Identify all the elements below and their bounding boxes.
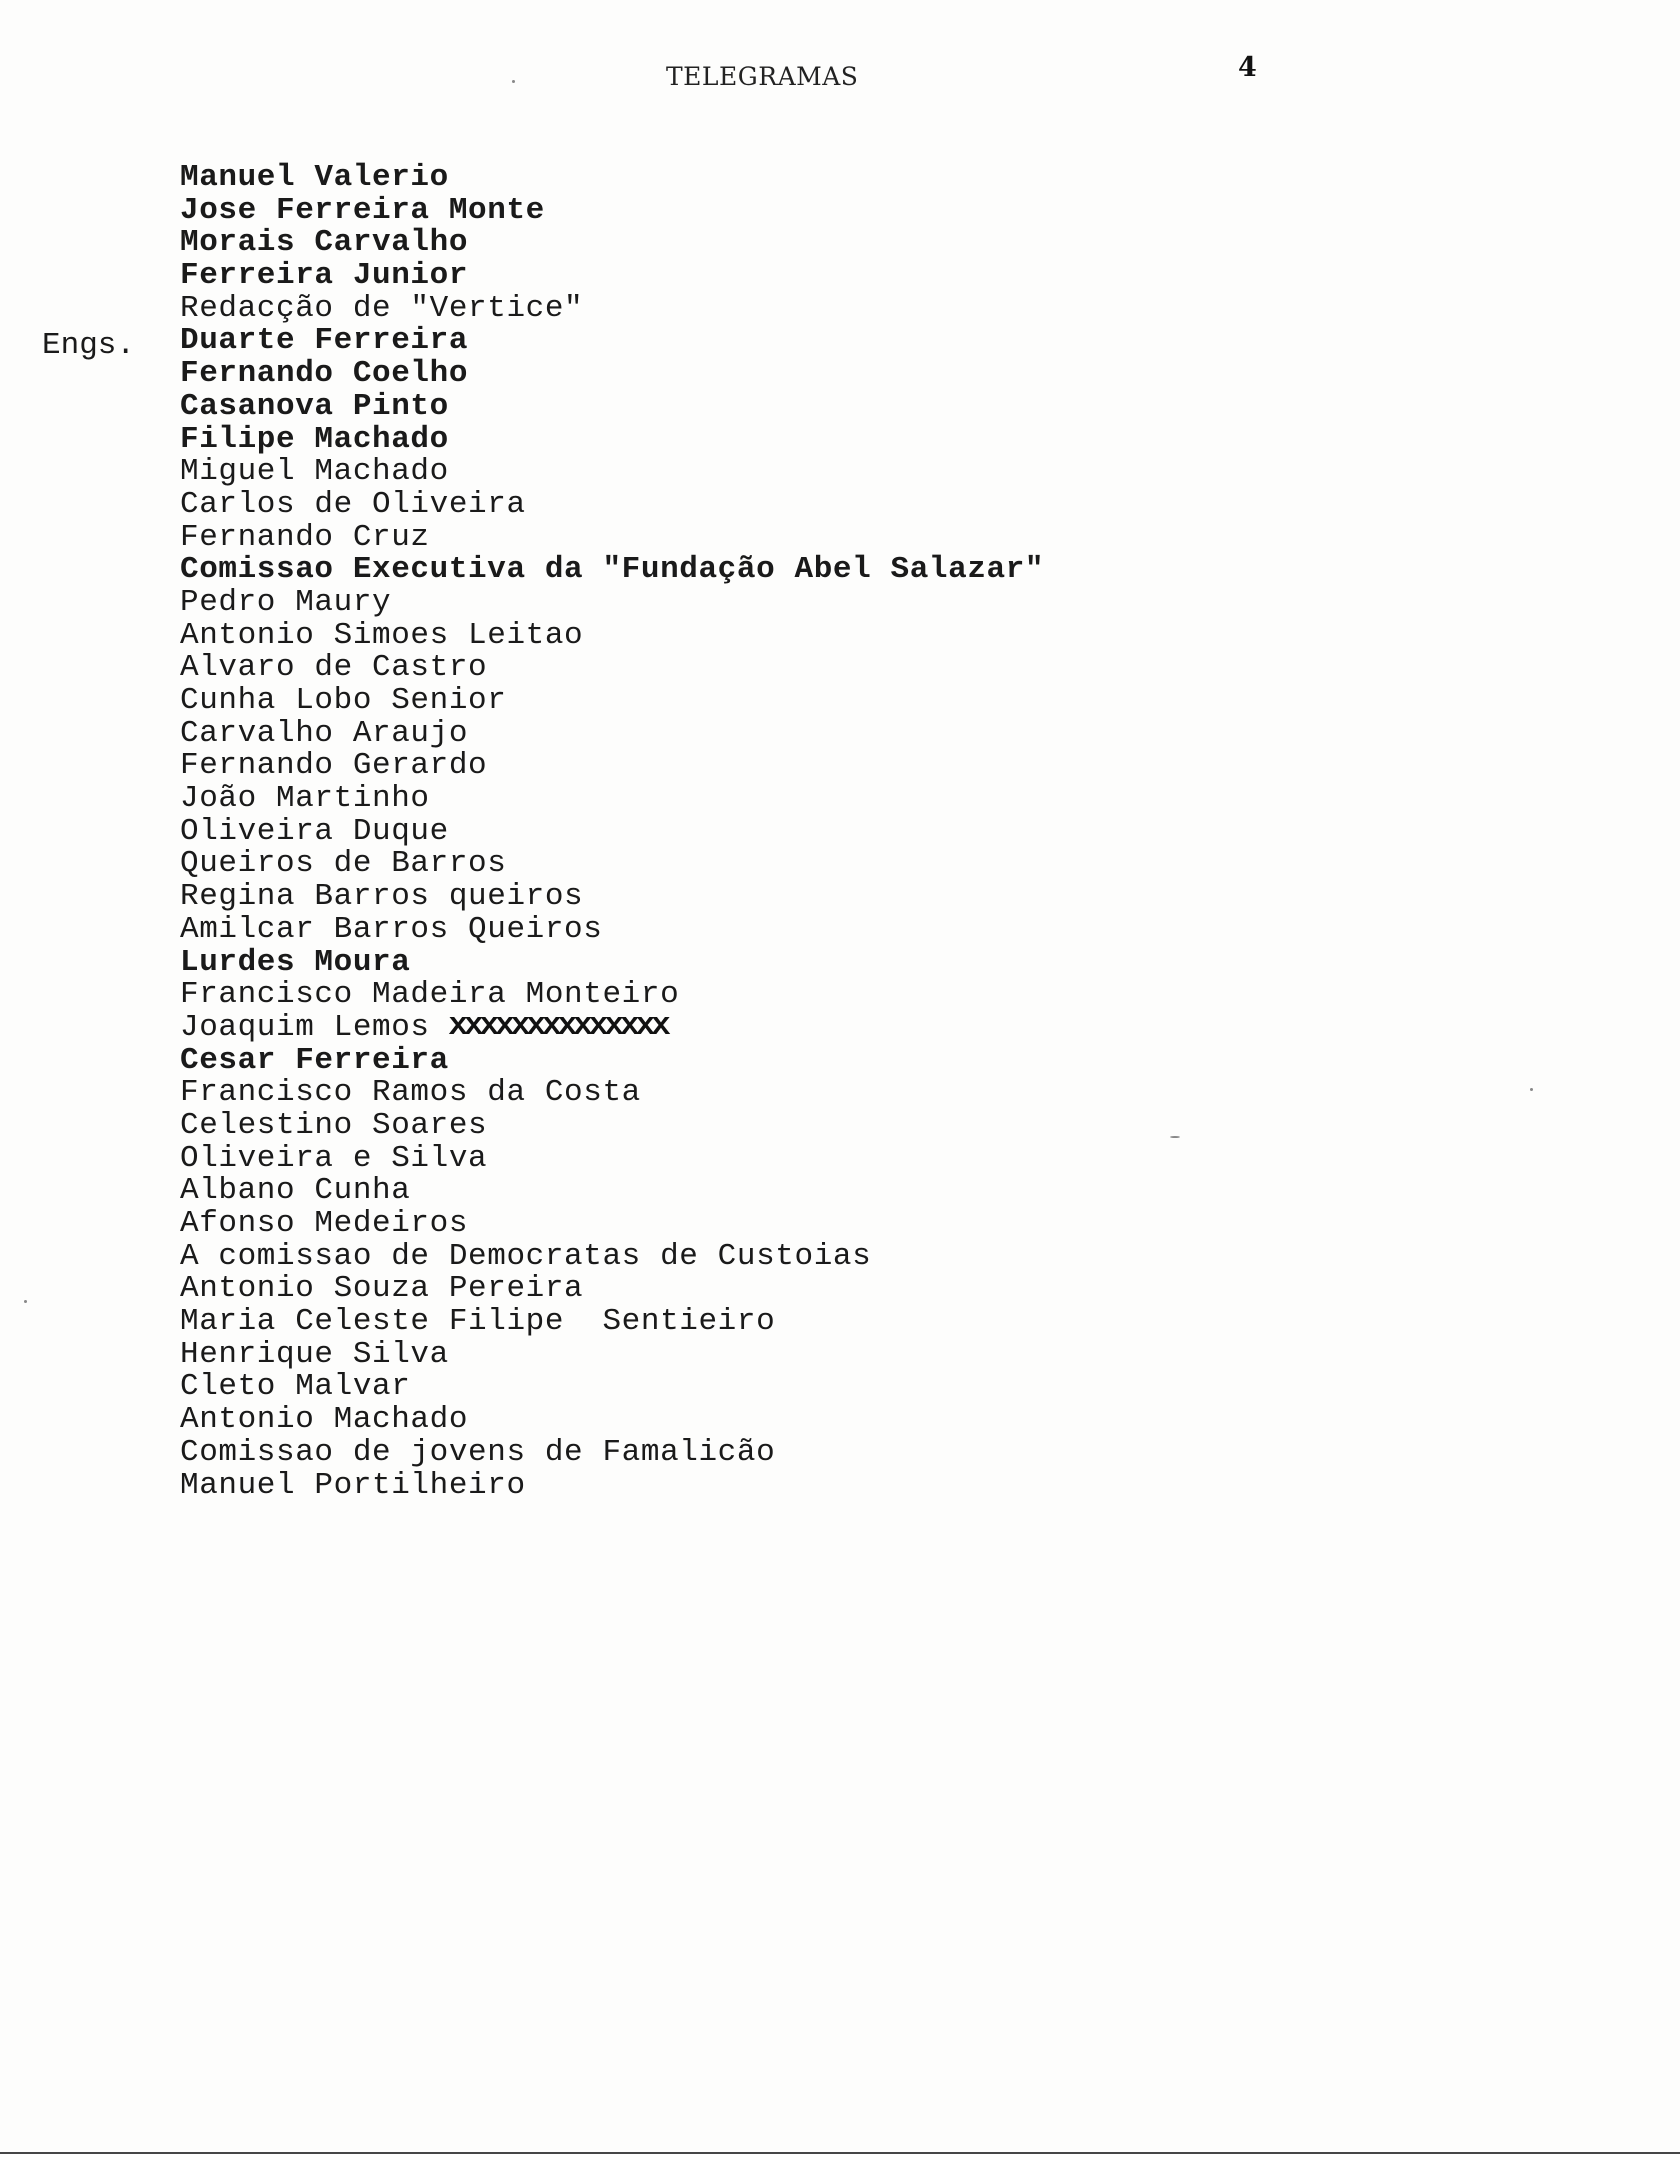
telegram-sender-list <box>180 162 1044 1502</box>
name-list-item <box>180 421 1044 457</box>
name-text: Filipe Machado <box>180 421 449 457</box>
name-list-item <box>180 554 1044 587</box>
name-list-item <box>180 358 1044 391</box>
side-label-engineers: Engs. <box>42 328 136 363</box>
name-text: Antonio Souza Pereira <box>180 1271 584 1307</box>
name-list-item <box>180 1208 1044 1241</box>
name-text: Antonio Machado <box>180 1402 469 1438</box>
name-text: Cleto Malvar <box>180 1369 411 1405</box>
paper-speck <box>512 80 515 83</box>
name-list-item <box>180 1238 1044 1274</box>
name-text: Amilcar Barros Queiros <box>180 911 603 947</box>
name-list-item <box>180 162 1044 195</box>
name-list-item <box>180 1336 1044 1372</box>
name-text: Carlos de Oliveira <box>180 486 526 522</box>
name-text: Fernando Coelho <box>180 356 469 392</box>
name-list-item <box>180 617 1044 653</box>
name-list-item <box>180 1404 1044 1437</box>
name-text: Comissao de jovens de Famalicão <box>180 1434 776 1470</box>
name-text: Manuel Valerio <box>180 160 449 195</box>
name-text: A comissao de Democratas de Custoias <box>180 1238 872 1274</box>
name-list-item <box>180 783 1044 816</box>
struck-out-text: XXXXXXXXXXXXXX <box>448 1012 668 1043</box>
name-list-item <box>180 325 1044 358</box>
name-text: João Martinho <box>180 781 430 817</box>
paper-speck <box>1170 1136 1180 1138</box>
name-list-item <box>180 813 1044 849</box>
name-text: Carvalho Araujo <box>180 715 469 751</box>
name-list-item <box>180 1107 1044 1143</box>
page-title: TELEGRAMAS <box>666 62 859 91</box>
name-text: Regina Barros queiros <box>180 879 584 915</box>
name-text: Afonso Medeiros <box>180 1206 469 1241</box>
name-text: Francisco Ramos da Costa <box>180 1075 641 1111</box>
name-list-item <box>180 715 1044 751</box>
name-text: Casanova Pinto <box>180 388 449 424</box>
name-text: Comissao Executiva da "Fundação Abel Salazar" <box>180 552 1045 588</box>
name-list-item <box>180 1467 1044 1503</box>
name-text: Joaquim Lemos <box>180 1009 430 1045</box>
name-text: Cesar Ferreira <box>180 1042 449 1078</box>
name-list-item <box>180 1306 1044 1339</box>
name-list-item <box>180 881 1044 914</box>
page-number: 4 <box>1238 52 1257 83</box>
name-text: Alvaro de Castro <box>180 650 488 686</box>
name-text: Antonio Simoes Leitao <box>180 617 584 653</box>
page-bottom-edge <box>0 2152 1680 2154</box>
name-text: Cunha Lobo Senior <box>180 683 507 718</box>
name-text: Henrique Silva <box>180 1336 449 1372</box>
name-text: Maria Celeste Filipe Sentieiro <box>180 1304 776 1340</box>
name-list-item <box>180 260 1044 293</box>
name-text: Francisco Madeira Monteiro <box>180 977 680 1013</box>
name-list-item <box>180 848 1044 881</box>
name-text: Fernando Cruz <box>180 519 430 555</box>
name-list-item <box>180 227 1044 260</box>
paper-speck <box>24 1300 27 1303</box>
name-text: Miguel Machado <box>180 454 449 490</box>
name-list-item <box>180 584 1044 620</box>
name-list-item <box>180 652 1044 685</box>
name-text: Morais Carvalho <box>180 225 469 261</box>
name-list-item <box>180 1140 1044 1176</box>
name-list-item <box>180 911 1044 947</box>
name-list-item <box>180 519 1044 555</box>
name-text: Lurdes Moura <box>180 944 411 980</box>
name-list-item <box>180 750 1044 783</box>
name-text: Celestino Soares <box>180 1107 488 1143</box>
name-list-item <box>180 1175 1044 1208</box>
name-text: Jose Ferreira Monte <box>180 192 545 228</box>
name-list-item <box>180 290 1044 326</box>
name-list-item <box>180 1434 1044 1470</box>
paper-speck <box>1530 1088 1533 1091</box>
name-text: Queiros de Barros <box>180 846 507 882</box>
name-text: Redacção de "Vertice" <box>180 290 584 326</box>
name-list-item <box>180 456 1044 489</box>
name-text: Pedro Maury <box>180 584 392 620</box>
name-list-item <box>180 944 1044 980</box>
name-list-item <box>180 685 1044 718</box>
name-list-item <box>180 1273 1044 1306</box>
name-list-item <box>180 1077 1044 1110</box>
name-list-item <box>180 192 1044 228</box>
name-list-item <box>180 979 1044 1012</box>
name-text: Fernando Gerardo <box>180 748 488 784</box>
name-list-item <box>180 1371 1044 1404</box>
name-text: Oliveira e Silva <box>180 1140 488 1176</box>
name-list-item <box>180 1042 1044 1078</box>
name-list-item <box>180 1009 1044 1045</box>
name-list-item <box>180 486 1044 522</box>
name-text: Duarte Ferreira <box>180 323 469 359</box>
name-text: Albano Cunha <box>180 1173 411 1209</box>
name-text: Oliveira Duque <box>180 813 449 849</box>
name-list-item <box>180 388 1044 424</box>
name-text: Manuel Portilheiro <box>180 1467 526 1503</box>
name-text: Ferreira Junior <box>180 258 469 294</box>
